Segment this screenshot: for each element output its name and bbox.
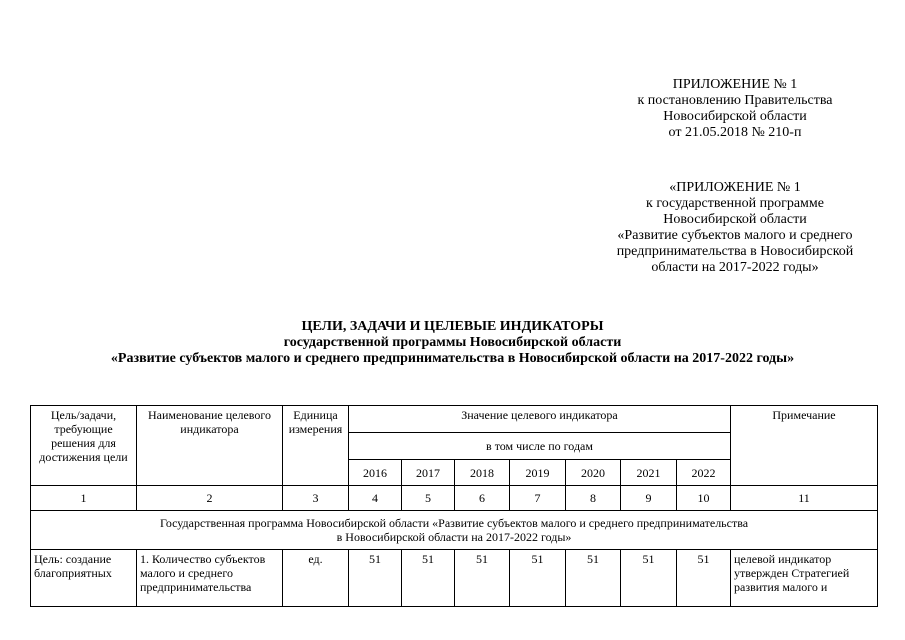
program-line-2: в Новосибирской области на 2017-2022 годы» [336, 530, 572, 544]
year-cell: 2019 [510, 460, 566, 486]
column-number: 2 [137, 486, 283, 511]
column-number: 7 [510, 486, 566, 511]
appendix-2-line: «ПРИЛОЖЕНИЕ № 1 [669, 180, 801, 195]
year-cell: 2017 [402, 460, 455, 486]
appendix-1-block [600, 77, 870, 141]
program-line-1: Государственная программа Новосибирской области «Развитие субъектов малого и среднего предпринимательства [159, 516, 749, 530]
program-row [31, 511, 878, 550]
header-value: Значение целевого индикатора [349, 406, 731, 433]
title-line-2: государственной программы Новосибирской области [283, 335, 622, 350]
row-indicator: 1. Количество субъектов малого и среднего предпринимательства [137, 550, 283, 607]
header-unit: Единица измерения [283, 406, 349, 486]
row-value: 51 [566, 550, 621, 607]
column-number: 10 [677, 486, 731, 511]
header-note: Примечание [731, 406, 878, 486]
year-cell: 2021 [621, 460, 677, 486]
column-number: 3 [283, 486, 349, 511]
column-number: 8 [566, 486, 621, 511]
appendix-1-line: Новосибирской области [663, 109, 807, 124]
row-value: 51 [349, 550, 402, 607]
column-numbers-row [31, 486, 878, 511]
program-cell [31, 511, 878, 550]
appendix-2-line: области на 2017-2022 годы» [651, 260, 819, 275]
document-title [30, 319, 875, 367]
title-line-3: «Развитие субъектов малого и среднего предпринимательства в Новосибирской области на 2017-2022 годы» [110, 351, 795, 366]
column-number: 9 [621, 486, 677, 511]
row-value: 51 [455, 550, 510, 607]
year-cell: 2022 [677, 460, 731, 486]
header-row [31, 406, 878, 433]
appendix-2-line: «Развитие субъектов малого и среднего [617, 228, 853, 243]
header-by-years: в том числе по годам [349, 433, 731, 460]
header-goal: Цель/задачи, требующие решения для достижения цели [31, 406, 137, 486]
row-value: 51 [677, 550, 731, 607]
appendix-1-line: ПРИЛОЖЕНИЕ № 1 [672, 77, 798, 92]
column-number: 6 [455, 486, 510, 511]
column-number: 1 [31, 486, 137, 511]
table-row [31, 550, 878, 607]
row-goal: Цель: создание благоприятных [31, 550, 137, 607]
appendix-1-line: к постановлению Правительства [637, 93, 833, 108]
year-cell: 2018 [455, 460, 510, 486]
column-number: 5 [402, 486, 455, 511]
appendix-2-line: к государственной программе [646, 196, 824, 211]
appendix-2-block [585, 180, 885, 276]
header-indicator: Наименование целевого индикатора [137, 406, 283, 486]
year-cell: 2016 [349, 460, 402, 486]
row-value: 51 [402, 550, 455, 607]
title-line-1: ЦЕЛИ, ЗАДАЧИ И ЦЕЛЕВЫЕ ИНДИКАТОРЫ [301, 319, 604, 334]
column-number: 11 [731, 486, 878, 511]
indicators-table [30, 405, 878, 607]
year-cell: 2020 [566, 460, 621, 486]
row-value: 51 [510, 550, 566, 607]
row-unit: ед. [283, 550, 349, 607]
row-value: 51 [621, 550, 677, 607]
column-number: 4 [349, 486, 402, 511]
row-note: целевой индикатор утвержден Стратегией развития малого и [731, 550, 878, 607]
appendix-1-line: от 21.05.2018 № 210-п [668, 125, 802, 140]
appendix-2-line: предпринимательства в Новосибирской [616, 244, 854, 259]
appendix-2-line: Новосибирской области [663, 212, 807, 227]
